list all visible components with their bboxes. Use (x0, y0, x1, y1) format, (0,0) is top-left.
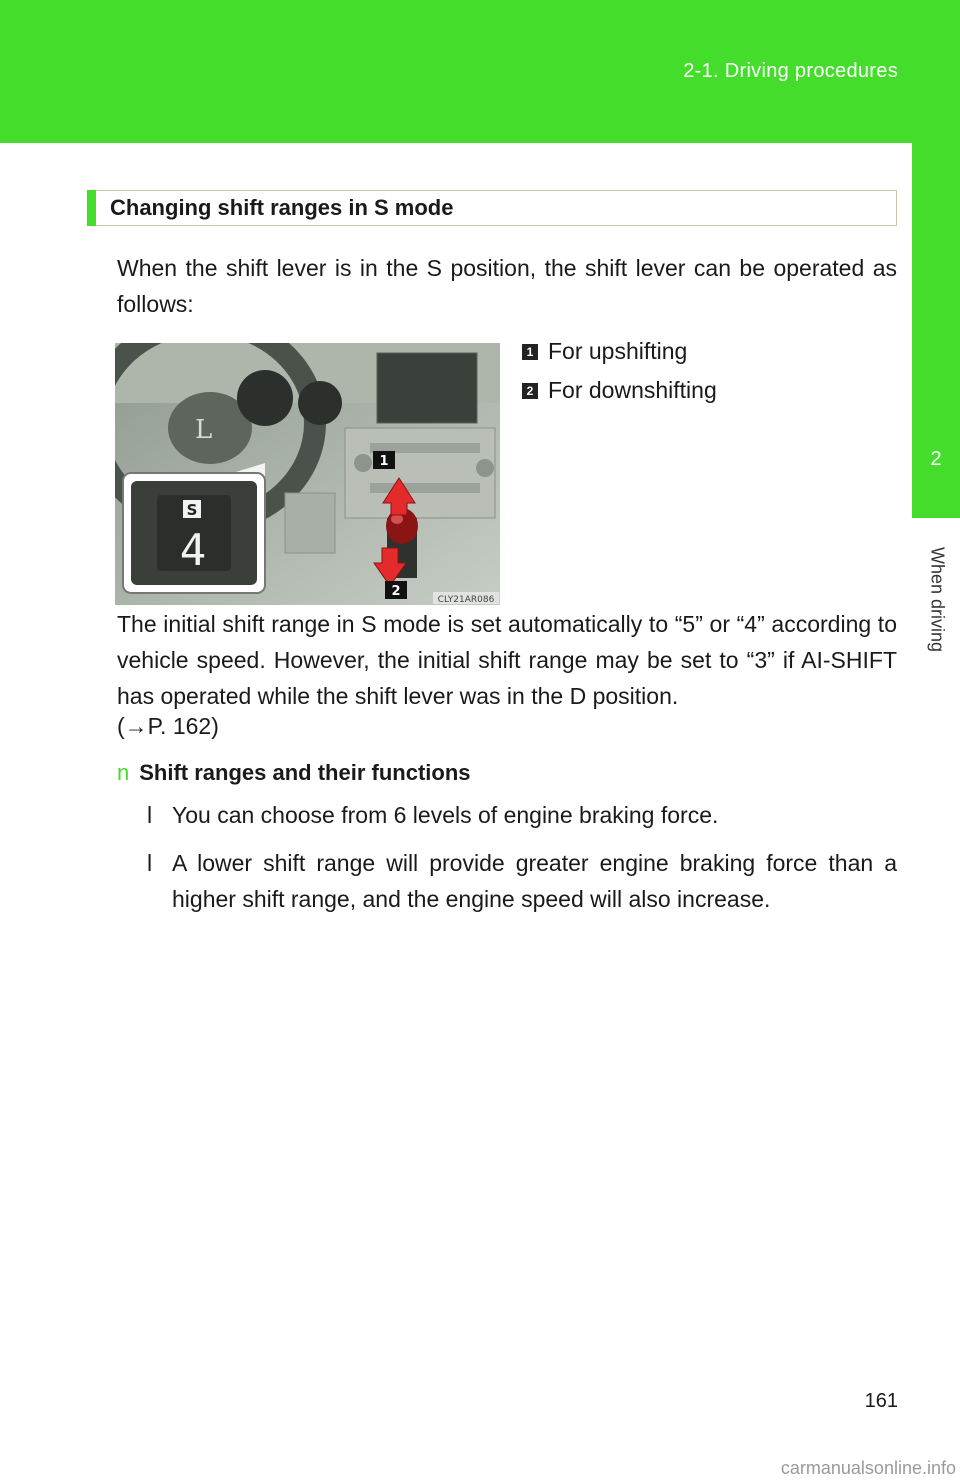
intro-paragraph: When the shift lever is in the S position, the shift lever can be operated as follows: (117, 255, 897, 317)
watermark: carmanualsonline.info (780, 1458, 956, 1478)
section-heading-bar (87, 190, 897, 226)
callout-label-upshift: For upshifting (548, 338, 688, 364)
subsection-heading (117, 760, 471, 786)
list-item (147, 797, 897, 833)
callout-badge-1: 1 (522, 344, 538, 360)
callout-label-downshift: For downshifting (548, 377, 717, 403)
page-reference: (→P. 162) (117, 713, 219, 739)
list-item-text: A lower shift range will provide greater engine braking force than a higher shift range, and the engine speed will also increase. (172, 850, 897, 912)
svg-text:L: L (195, 415, 213, 445)
list-bullet: l (147, 850, 153, 876)
list-item-text: You can choose from 6 levels of engine braking force. (172, 802, 719, 828)
subsection-title: Shift ranges and their functions (139, 760, 471, 785)
chapter-number: 2 (930, 448, 942, 470)
chapter-label (917, 530, 957, 670)
initial-range-paragraph: The initial shift range in S mode is set automatically to “5” or “4” according to vehicle speed. However, the initial shift range may be set to “3” if AI-SHIFT has operated while the shift lever was in the D position. (117, 611, 897, 709)
chapter-label-text: When driving (927, 547, 948, 653)
callout-badge-2: 2 (522, 383, 538, 399)
arrow-up-badge: 1 (379, 454, 389, 469)
shift-lever-photo (115, 343, 500, 605)
list-item (147, 845, 897, 917)
dashboard-illustration (115, 343, 500, 605)
arrow-down-badge: 2 (391, 584, 401, 599)
display-gear-top: S (186, 501, 198, 519)
section-title: Changing shift ranges in S mode (110, 195, 454, 220)
header-band (0, 0, 960, 143)
callout-upshift (522, 338, 687, 365)
page-number: 161 (864, 1390, 898, 1412)
header-section-title: 2-1. Driving procedures (683, 60, 898, 82)
list-bullet: l (147, 802, 153, 828)
chapter-tab (912, 143, 960, 518)
image-code: CLY21AR086 (437, 595, 495, 605)
display-gear-value: 4 (179, 525, 207, 576)
callout-downshift (522, 377, 717, 404)
subsection-marker: n (117, 760, 130, 785)
